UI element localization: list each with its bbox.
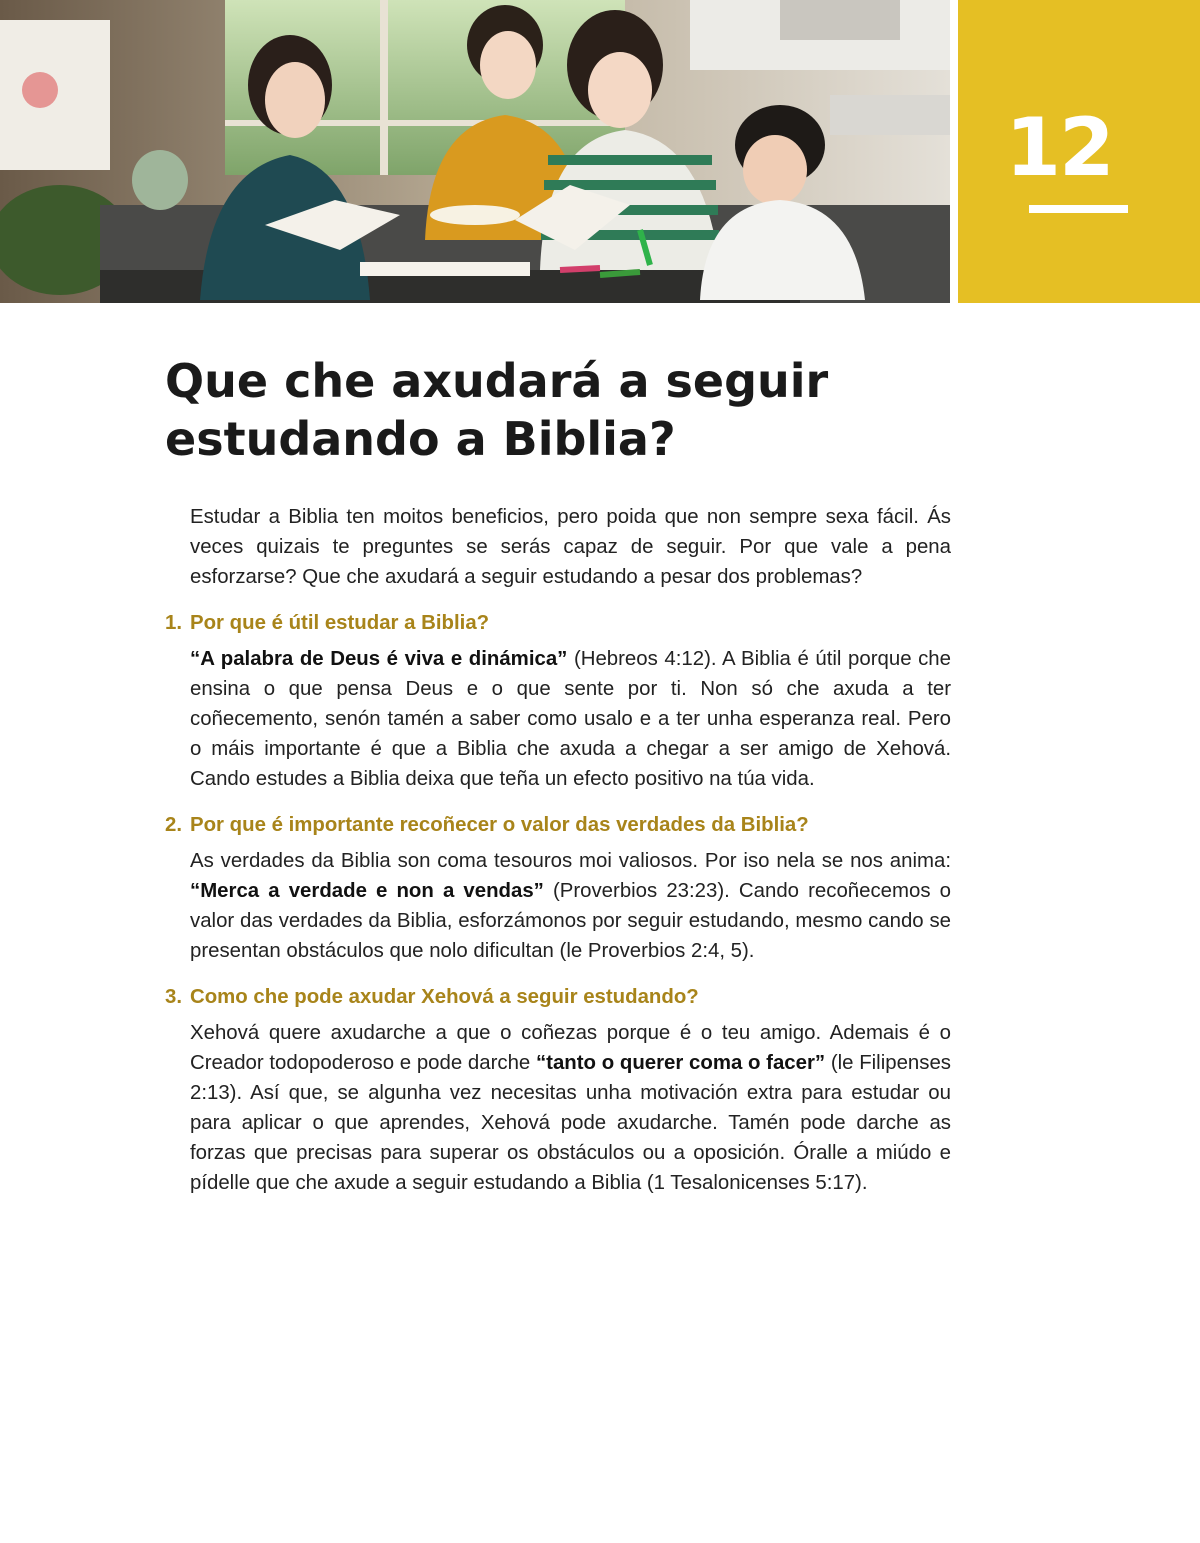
lesson-content (165, 502, 951, 1198)
lesson-title (165, 352, 885, 468)
answer-text: As verdades da Biblia son coma tesouros moi valiosos. Por iso nela se nos anima: (190, 850, 951, 872)
lesson-title-line-2: estudando a Biblia? (165, 412, 676, 466)
answer-text: (Proverbios 23:23). Cando recoñecemos o valor das verdades da Biblia, esforzámonos por seguir estudando, mesmo cando se presentan obstáculos que nolo dificultan (le Proverbios 2:4, 5). (190, 880, 951, 962)
question-2 (165, 810, 951, 840)
answer-1-paragraph (190, 644, 951, 794)
lesson-title-line-1: Que che axudará a seguir (165, 354, 829, 408)
answer-text: (le Filipenses 2:13). Así que, se algunha vez necesitas unha motivación extra para estudar ou para aplicar o que aprendes, Xehová pode axudarche. Tamén pode darche as forzas que precisas para superar os obstáculos ou a oposición. Óralle a miúdo e pídelle que che axude a seguir estudando a Biblia (1 Tesalonicenses 5:17). (190, 1052, 951, 1194)
scripture-quote: “Merca a verdade e non a vendas” (190, 880, 544, 902)
answer-text: Xehová quere axudarche a que o coñezas porque é o teu amigo. Ademais é o Creador todopoderoso e pode darche (190, 1022, 951, 1074)
question-number: 1. (165, 612, 183, 634)
chapter-badge (958, 0, 1200, 303)
chapter-underline (1029, 205, 1128, 213)
question-number: 2. (165, 814, 183, 836)
intro-paragraph: Estudar a Biblia ten moitos beneficios, pero poida que non sempre sexa fácil. Ás veces quizais te preguntes se serás capaz de seguir. Por que vale a pena esforzarse? Que che axudará a seguir estudando a pesar dos problemas? (190, 506, 951, 588)
question-1 (165, 608, 951, 638)
question-text: Por que é útil estudar a Biblia? (190, 612, 490, 634)
answer-3-paragraph (190, 1018, 951, 1198)
question-text: Por que é importante recoñecer o valor das verdades da Biblia? (190, 814, 809, 836)
answer-2-paragraph (190, 846, 951, 966)
scripture-quote: “A palabra de Deus é viva e dinámica” (190, 648, 568, 670)
question-number: 3. (165, 986, 183, 1008)
question-text: Como che pode axudar Xehová a seguir estudando? (190, 986, 699, 1008)
question-3 (165, 982, 951, 1012)
answer-text: (Hebreos 4:12). A Biblia é útil porque che ensina o que pensa Deus e o que sente por ti. Non só che axuda a ter coñecemento, senón tamén a saber como usalo e a ter unha esperanza real. Pero o máis importante é que a Biblia che axuda a chegar a ser amigo de Xehová. Cando estudes a Biblia deixa que teña un efecto positivo na túa vida. (190, 648, 951, 790)
scripture-quote: “tanto o querer coma o facer” (535, 1052, 826, 1074)
chapter-number: 12 (1005, 101, 1113, 194)
header-photo (0, 0, 950, 303)
